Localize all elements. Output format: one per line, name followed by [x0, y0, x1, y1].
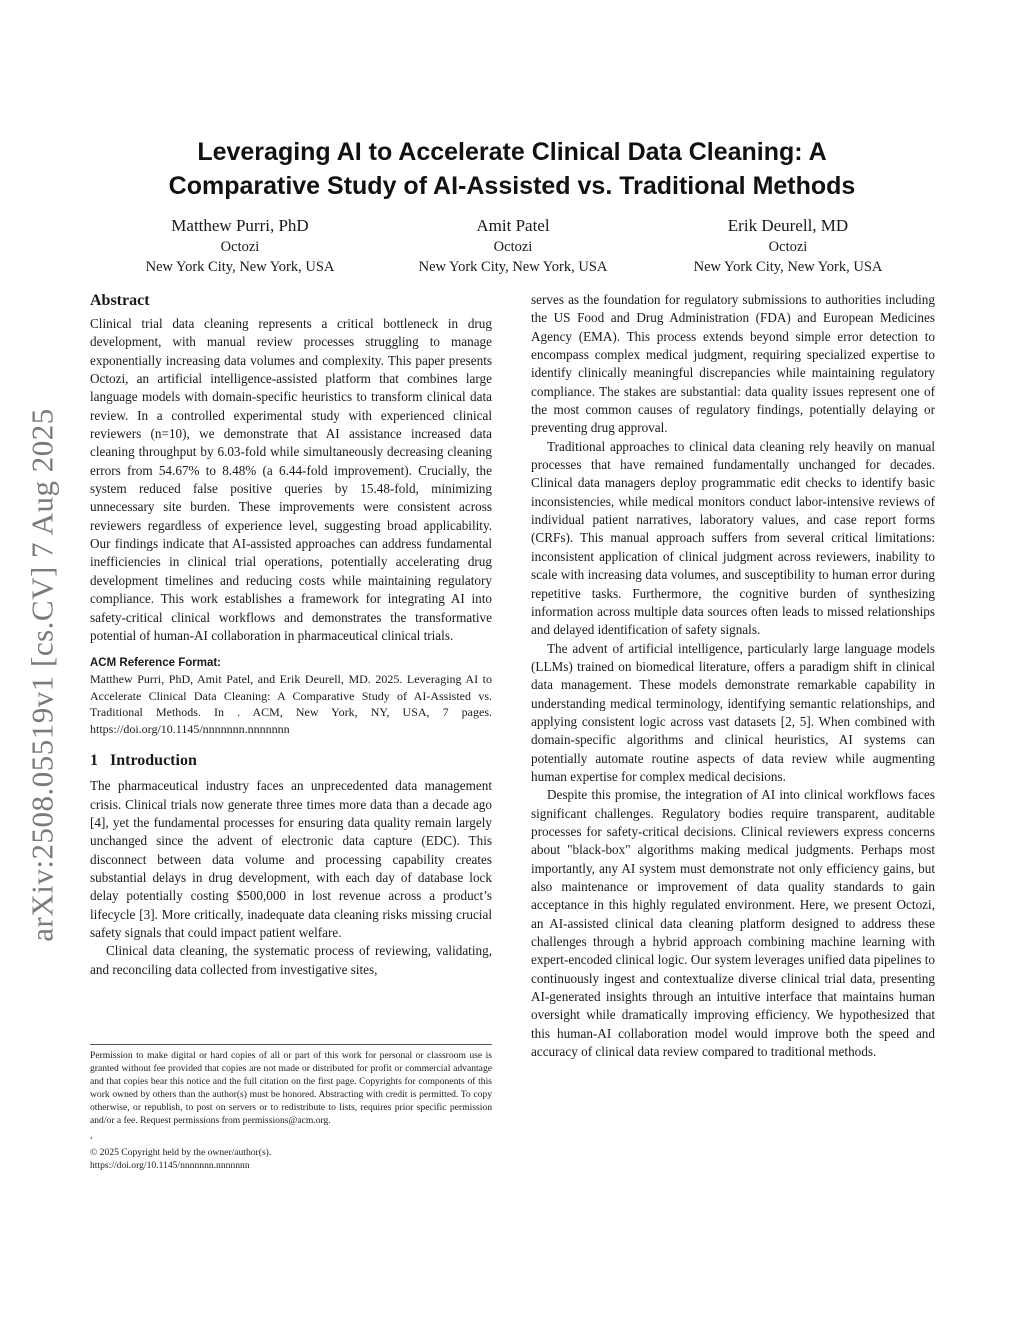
intro-paragraph-6: Despite this promise, the integration of AI into clinical workflows faces significant challenges. Regulatory bodies require transparent, auditable processes for safety-critical decisions. Clinical reviewers express concerns about "black-box" algorithms making medical judgments. Perhaps most importantly, any AI system must demonstrate not only efficiency gains, but also maintenance or improvement of data quality standards to gain acceptance in this highly regulated environment. Here, we present Octozi, an AI-assisted clinical data cleaning platform designed to address these challenges through a hybrid approach combining machine learning with expert-encoded clinical logic. Our system leverages unified data pipelines to continuously ingest and contextualize diverse clinical trial data, presenting AI-generated insights through an intuitive interface that maintains human oversight while dramatically improving efficiency. We hypothesized that this human-AI collaboration model would improve both the speed and accuracy of clinical data review compared to traditional methods.	[531, 787, 935, 1060]
arxiv-sidebar-stamp	[20, 375, 66, 975]
arxiv-id: arXiv:2508.05519v1 [cs.CV] 7 Aug 2025	[25, 408, 60, 942]
permission-text: Permission to make digital or hard copies of all or part of this work for personal or classroom use is granted without fee provided that copies are not made or distributed for profit or commercial advantage and that copies bear this notice and the full citation on the first page. Copyrights for components of this work owned by others than the author(s) must be honored. Abstracting with credit is permitted. To copy otherwise, or republish, to post on servers or to redistribute to lists, requires prior specific permission and/or a fee. Request permissions from permissions@acm.org.	[90, 1050, 492, 1127]
right-column	[531, 291, 935, 1061]
section-title: Introduction	[110, 752, 197, 770]
copyright-text: © 2025 Copyright held by the owner/author(s).	[90, 1146, 272, 1158]
acm-reference-text: Matthew Purri, PhD, Amit Patel, and Erik Deurell, MD. 2025. Leveraging AI to Accelerate Clinical Data Cleaning: A Comparative Study of AI-Assisted vs. Traditional Methods. In . ACM, New York, NY, USA, 7 pages. https://doi.org/10.1145/nnnnnnn.nnnnnnn	[90, 672, 492, 736]
left-column	[90, 291, 492, 979]
intro-paragraph-4: Traditional approaches to clinical data cleaning rely heavily on manual processes that have remained fundamentally unchanged for decades. Clinical data managers deploy programmatic edit checks to identify basic inconsistencies, while medical monitors conduct labor-intensive reviews of individual patient narratives, laboratory values, and case report forms (CRFs). This manual approach suffers from several critical limitations: inconsistent application of clinical judgment across reviewers, inability to scale with increasing data volumes, and susceptibility to human error during repetitive tasks. Furthermore, the cognitive burden of synthesizing information across multiple data sources often leads to missed relationships and delayed identification of safety signals.	[531, 438, 935, 638]
title-line-2: Comparative Study of AI-Assisted vs. Traditional Methods	[168, 172, 856, 200]
intro-paragraph-1: The pharmaceutical industry faces an unprecedented data management crisis. Clinical trials now generate three times more data than a decade ago [4], yet the fundamental processes for ensuring data quality remain largely unchanged since the advent of electronic data capture (EDC). This disconnect between data volume and processing capability creates substantial delays in drug development, with each day of database lock delay potentially costing $500,000 in lost revenue across a product’s lifecycle [3]. More critically, inadequate data cleaning risks missing crucial safety signals that could impact patient welfare.	[90, 778, 492, 940]
abstract-heading: Abstract	[90, 292, 150, 309]
author-org: Octozi	[768, 239, 808, 255]
section-heading-introduction	[90, 751, 492, 771]
author-org: Octozi	[493, 239, 533, 255]
author-location: New York City, New York, USA	[145, 259, 335, 275]
abstract-text: Clinical trial data cleaning represents a critical bottleneck in drug development, with manual review processes struggling to manage exponentially increasing data volumes and complexity. This paper presents Octozi, an artificial intelligence-assisted platform that combines large language models with domain-specific heuristics to transform clinical data review. In a controlled experimental study with experienced clinical reviewers (n=10), we demonstrate that AI assistance increased data cleaning throughput by 6.03-fold while simultaneously decreasing cleaning errors from 54.67% to 8.48% (a 6.44-fold improvement). Crucially, the system reduced false positive queries by 15.48-fold, minimizing unnecessary site burden. These improvements were consistent across reviewers regardless of experience level, suggesting broad applicability. Our findings indicate that AI-assisted approaches can address fundamental inefficiencies in clinical trial operations, potentially accelerating drug development timelines and reducing costs while maintaining regulatory compliance. This work establishes a framework for integrating AI into safety-critical clinical workflows and demonstrates the transformative potential of human-AI collaboration in pharmaceutical clinical trials.	[90, 316, 492, 643]
intro-paragraph-3: serves as the foundation for regulatory submissions to authorities including the US Food and Drug Administration (FDA) and European Medicines Agency (EMA). This process extends beyond simple error detection to encompass complex medical judgment, requiring specialized expertise to identify clinically meaningful discrepancies while maintaining regulatory compliance. The stakes are substantial: data quality issues represent one of the most common causes of regulatory findings, potentially delaying or preventing drug approval.	[531, 292, 935, 436]
intro-paragraph-2: Clinical data cleaning, the systematic process of reviewing, validating, and reconciling data collected from investigative sites,	[90, 943, 492, 977]
section-number: 1	[90, 752, 98, 770]
author-location: New York City, New York, USA	[418, 259, 608, 275]
footnote-comma: ,	[90, 1129, 93, 1141]
author-location: New York City, New York, USA	[693, 259, 883, 275]
author-name: Amit Patel	[476, 216, 550, 235]
author-name: Erik Deurell, MD	[727, 216, 849, 235]
author-org: Octozi	[220, 239, 260, 255]
author-2	[373, 215, 653, 277]
author-name: Matthew Purri, PhD	[171, 216, 309, 235]
permission-footnote	[90, 1044, 492, 1172]
intro-paragraph-5: The advent of artificial intelligence, particularly large language models (LLMs) trained on biomedical literature, offers a paradigm shift in clinical data management. These models demonstrate remarkable capability in understanding medical terminology, identifying semantic relationships, and applying consistent logic across vast datasets [2, 5]. When combined with domain-specific algorithms and clinical heuristics, AI systems can potentially automate routine aspects of data review while augmenting human expertise for complex medical decisions.	[531, 640, 935, 784]
paper-title	[100, 135, 924, 203]
doi-link[interactable]: https://doi.org/10.1145/nnnnnnn.nnnnnnn	[90, 1159, 250, 1171]
author-1	[100, 215, 380, 277]
acm-reference-heading: ACM Reference Format:	[90, 657, 221, 670]
title-line-1: Leveraging AI to Accelerate Clinical Data Cleaning: A	[197, 138, 827, 166]
author-3	[648, 215, 928, 277]
